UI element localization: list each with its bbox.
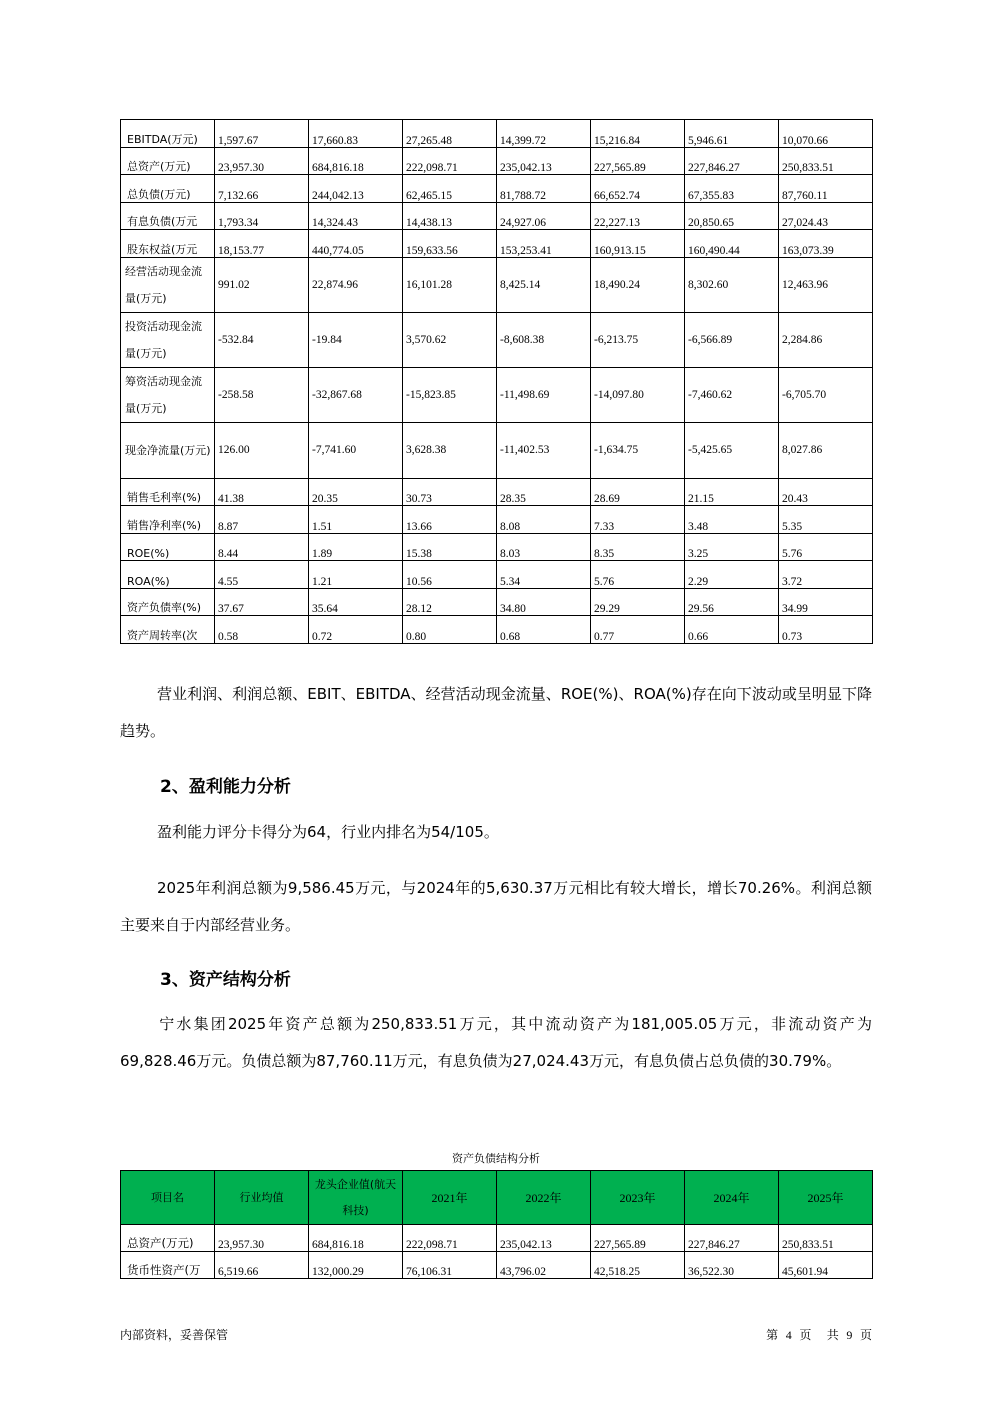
table-cell: -32,867.68 [309,367,403,422]
table-cell: -6,566.89 [685,312,779,367]
row-label: 总资产(万元) [121,147,215,175]
table-cell: 20.35 [309,478,403,506]
table-row [121,312,873,367]
table-row [121,616,873,644]
table-cell: -15,823.85 [403,367,497,422]
row-label: 总资产(万元) [121,1225,215,1252]
table-cell: 76,106.31 [403,1252,497,1279]
table-cell: 22,227.13 [591,202,685,230]
column-header: 2024年 [685,1171,779,1225]
table-row [121,175,873,203]
table-cell: 1,597.67 [215,120,309,148]
table-cell: 12,463.96 [779,257,873,312]
table-cell: 29.29 [591,588,685,616]
table-cell: 227,846.27 [685,1225,779,1252]
table-cell: 10.56 [403,561,497,589]
row-label: 销售毛利率(%) [121,478,215,506]
table-header-row [121,1171,873,1225]
table-cell: 3.48 [685,506,779,534]
column-header: 2021年 [403,1171,497,1225]
table-cell: -19.84 [309,312,403,367]
table-cell: 1.89 [309,533,403,561]
table-cell: 222,098.71 [403,147,497,175]
table-cell: 5.76 [591,561,685,589]
table-cell: 227,565.89 [591,147,685,175]
table-cell: 5.76 [779,533,873,561]
table-cell: 8,302.60 [685,257,779,312]
table-cell: -11,498.69 [497,367,591,422]
table-cell: 20,850.65 [685,202,779,230]
table-cell: 81,788.72 [497,175,591,203]
table-cell: 8,027.86 [779,422,873,478]
row-label: 货币性资产(万 [121,1252,215,1279]
table-cell: -258.58 [215,367,309,422]
table-cell: -1,634.75 [591,422,685,478]
table-cell: 163,073.39 [779,230,873,258]
table-cell: 14,324.43 [309,202,403,230]
table-cell: 10,070.66 [779,120,873,148]
asset-liability-structure-table [120,1170,873,1279]
table-cell: 126.00 [215,422,309,478]
table-cell: -532.84 [215,312,309,367]
column-header: 行业均值 [215,1171,309,1225]
table-cell: 2.29 [685,561,779,589]
table-row [121,422,873,478]
table-cell: 13.66 [403,506,497,534]
table-cell: 159,633.56 [403,230,497,258]
table-cell: 8.03 [497,533,591,561]
table-cell: 5.34 [497,561,591,589]
table-cell: 6,519.66 [215,1252,309,1279]
table-row [121,120,873,148]
table-cell: 28.12 [403,588,497,616]
table-cell: 250,833.51 [779,1225,873,1252]
row-label: 现金净流量(万元) [121,422,215,478]
table-cell: 8.35 [591,533,685,561]
table-cell: 235,042.13 [497,1225,591,1252]
table-cell: 66,652.74 [591,175,685,203]
table-cell: 0.73 [779,616,873,644]
table-row [121,506,873,534]
table-cell: 160,490.44 [685,230,779,258]
table-cell: 27,265.48 [403,120,497,148]
trend-paragraph: 营业利润、利润总额、EBIT、EBITDA、经营活动现金流量、ROE(%)、ROA(%)存在向下波动或呈明显下降趋势。 [120,685,872,740]
table-cell: 0.77 [591,616,685,644]
row-label: 投资活动现金流量(万元) [121,312,215,367]
table-cell: 28.35 [497,478,591,506]
table-cell: 684,816.18 [309,147,403,175]
row-label: 股东权益(万元 [121,230,215,258]
column-header: 2022年 [497,1171,591,1225]
table-cell: 36,522.30 [685,1252,779,1279]
profit-paragraph: 2025年利润总额为9,586.45万元，与2024年的5,630.37万元相比有较大增长，增长70.26%。利润总额主要来自于内部经营业务。 [120,879,872,934]
asset-paragraph: 宁水集团2025年资产总额为250,833.51万元，其中流动资产为181,005.05万元，非流动资产为69,828.46万元。负债总额为87,760.11万元，有息负债为27,024.43万元，有息负债占总负债的30.79%。 [120,1015,872,1070]
table-cell: 35.64 [309,588,403,616]
table-cell: 7,132.66 [215,175,309,203]
table-cell: 34.99 [779,588,873,616]
row-label: EBITDA(万元) [121,120,215,148]
row-label: 资产负债率(%) [121,588,215,616]
table-row [121,533,873,561]
table-cell: 0.66 [685,616,779,644]
table-cell: 0.80 [403,616,497,644]
table-cell: 440,774.05 [309,230,403,258]
table-row [121,257,873,312]
table-cell: 8.87 [215,506,309,534]
table-row [121,147,873,175]
table-cell: 8.44 [215,533,309,561]
table-cell: 27,024.43 [779,202,873,230]
table-cell: -7,460.62 [685,367,779,422]
row-label: 筹资活动现金流量(万元) [121,367,215,422]
table-cell: 5.35 [779,506,873,534]
table-cell: 34.80 [497,588,591,616]
table-cell: -14,097.80 [591,367,685,422]
table-cell: 23,957.30 [215,1225,309,1252]
table-cell: 17,660.83 [309,120,403,148]
table-cell: 684,816.18 [309,1225,403,1252]
table-cell: 42,518.25 [591,1252,685,1279]
table-row [121,367,873,422]
table-cell: 20.43 [779,478,873,506]
row-label: 资产周转率(次 [121,616,215,644]
table-cell: 62,465.15 [403,175,497,203]
score-paragraph: 盈利能力评分卡得分为64，行业内排名为54/105。 [157,823,499,841]
column-header: 龙头企业值(航天科技) [309,1171,403,1225]
table-cell: -11,402.53 [497,422,591,478]
table-row [121,561,873,589]
table-cell: 28.69 [591,478,685,506]
table-cell: 22,874.96 [309,257,403,312]
table-cell: 43,796.02 [497,1252,591,1279]
table-row [121,588,873,616]
table-cell: 0.58 [215,616,309,644]
table-cell: 3.72 [779,561,873,589]
table-cell: -5,425.65 [685,422,779,478]
table-cell: 8,425.14 [497,257,591,312]
column-header: 2023年 [591,1171,685,1225]
table-cell: 1,793.34 [215,202,309,230]
table-cell: 87,760.11 [779,175,873,203]
column-header: 2025年 [779,1171,873,1225]
table-row [121,230,873,258]
table-cell: 21.15 [685,478,779,506]
table-cell: 3,570.62 [403,312,497,367]
table-cell: 227,846.27 [685,147,779,175]
table-cell: 30.73 [403,478,497,506]
table-cell: 2,284.86 [779,312,873,367]
table-cell: 41.38 [215,478,309,506]
footer-page-number: 第 4 页 共 9 页 [766,1328,872,1342]
table-cell: 235,042.13 [497,147,591,175]
table-cell: 222,098.71 [403,1225,497,1252]
row-label: ROE(%) [121,533,215,561]
table-cell: 0.72 [309,616,403,644]
row-label: 有息负债(万元 [121,202,215,230]
table-cell: 132,000.29 [309,1252,403,1279]
table-row [121,1225,873,1252]
table-cell: 1.21 [309,561,403,589]
table-cell: 14,399.72 [497,120,591,148]
table-cell: 8.08 [497,506,591,534]
table-cell: 153,253.41 [497,230,591,258]
table-cell: 250,833.51 [779,147,873,175]
table-cell: 15,216.84 [591,120,685,148]
section-heading-profitability: 2、盈利能力分析 [160,777,291,797]
table-cell: 0.68 [497,616,591,644]
row-label: 经营活动现金流量(万元) [121,257,215,312]
table-cell: 5,946.61 [685,120,779,148]
section-heading-asset-structure: 3、资产结构分析 [160,970,291,990]
financial-indicators-table [120,119,873,644]
row-label: 总负债(万元) [121,175,215,203]
table-caption: 资产负债结构分析 [452,1152,540,1165]
table-cell: 37.67 [215,588,309,616]
footer-confidential-note: 内部资料，妥善保管 [120,1328,229,1342]
table-cell: 18,490.24 [591,257,685,312]
table-cell: 18,153.77 [215,230,309,258]
table-cell: 29.56 [685,588,779,616]
table-cell: 15.38 [403,533,497,561]
table-cell: -7,741.60 [309,422,403,478]
table-cell: -8,608.38 [497,312,591,367]
table-cell: 45,601.94 [779,1252,873,1279]
table-cell: 991.02 [215,257,309,312]
table-row [121,478,873,506]
table-cell: 3,628.38 [403,422,497,478]
table-cell: 7.33 [591,506,685,534]
table-row [121,202,873,230]
table-cell: 67,355.83 [685,175,779,203]
table-cell: 4.55 [215,561,309,589]
table-cell: 24,927.06 [497,202,591,230]
table-cell: 160,913.15 [591,230,685,258]
row-label: 销售净利率(%) [121,506,215,534]
table-cell: 16,101.28 [403,257,497,312]
table-cell: 3.25 [685,533,779,561]
table-cell: 14,438.13 [403,202,497,230]
table-row [121,1252,873,1279]
table-cell: -6,213.75 [591,312,685,367]
table-cell: 23,957.30 [215,147,309,175]
table-cell: -6,705.70 [779,367,873,422]
column-header: 项目名 [121,1171,215,1225]
table-cell: 244,042.13 [309,175,403,203]
table-cell: 1.51 [309,506,403,534]
row-label: ROA(%) [121,561,215,589]
table-cell: 227,565.89 [591,1225,685,1252]
